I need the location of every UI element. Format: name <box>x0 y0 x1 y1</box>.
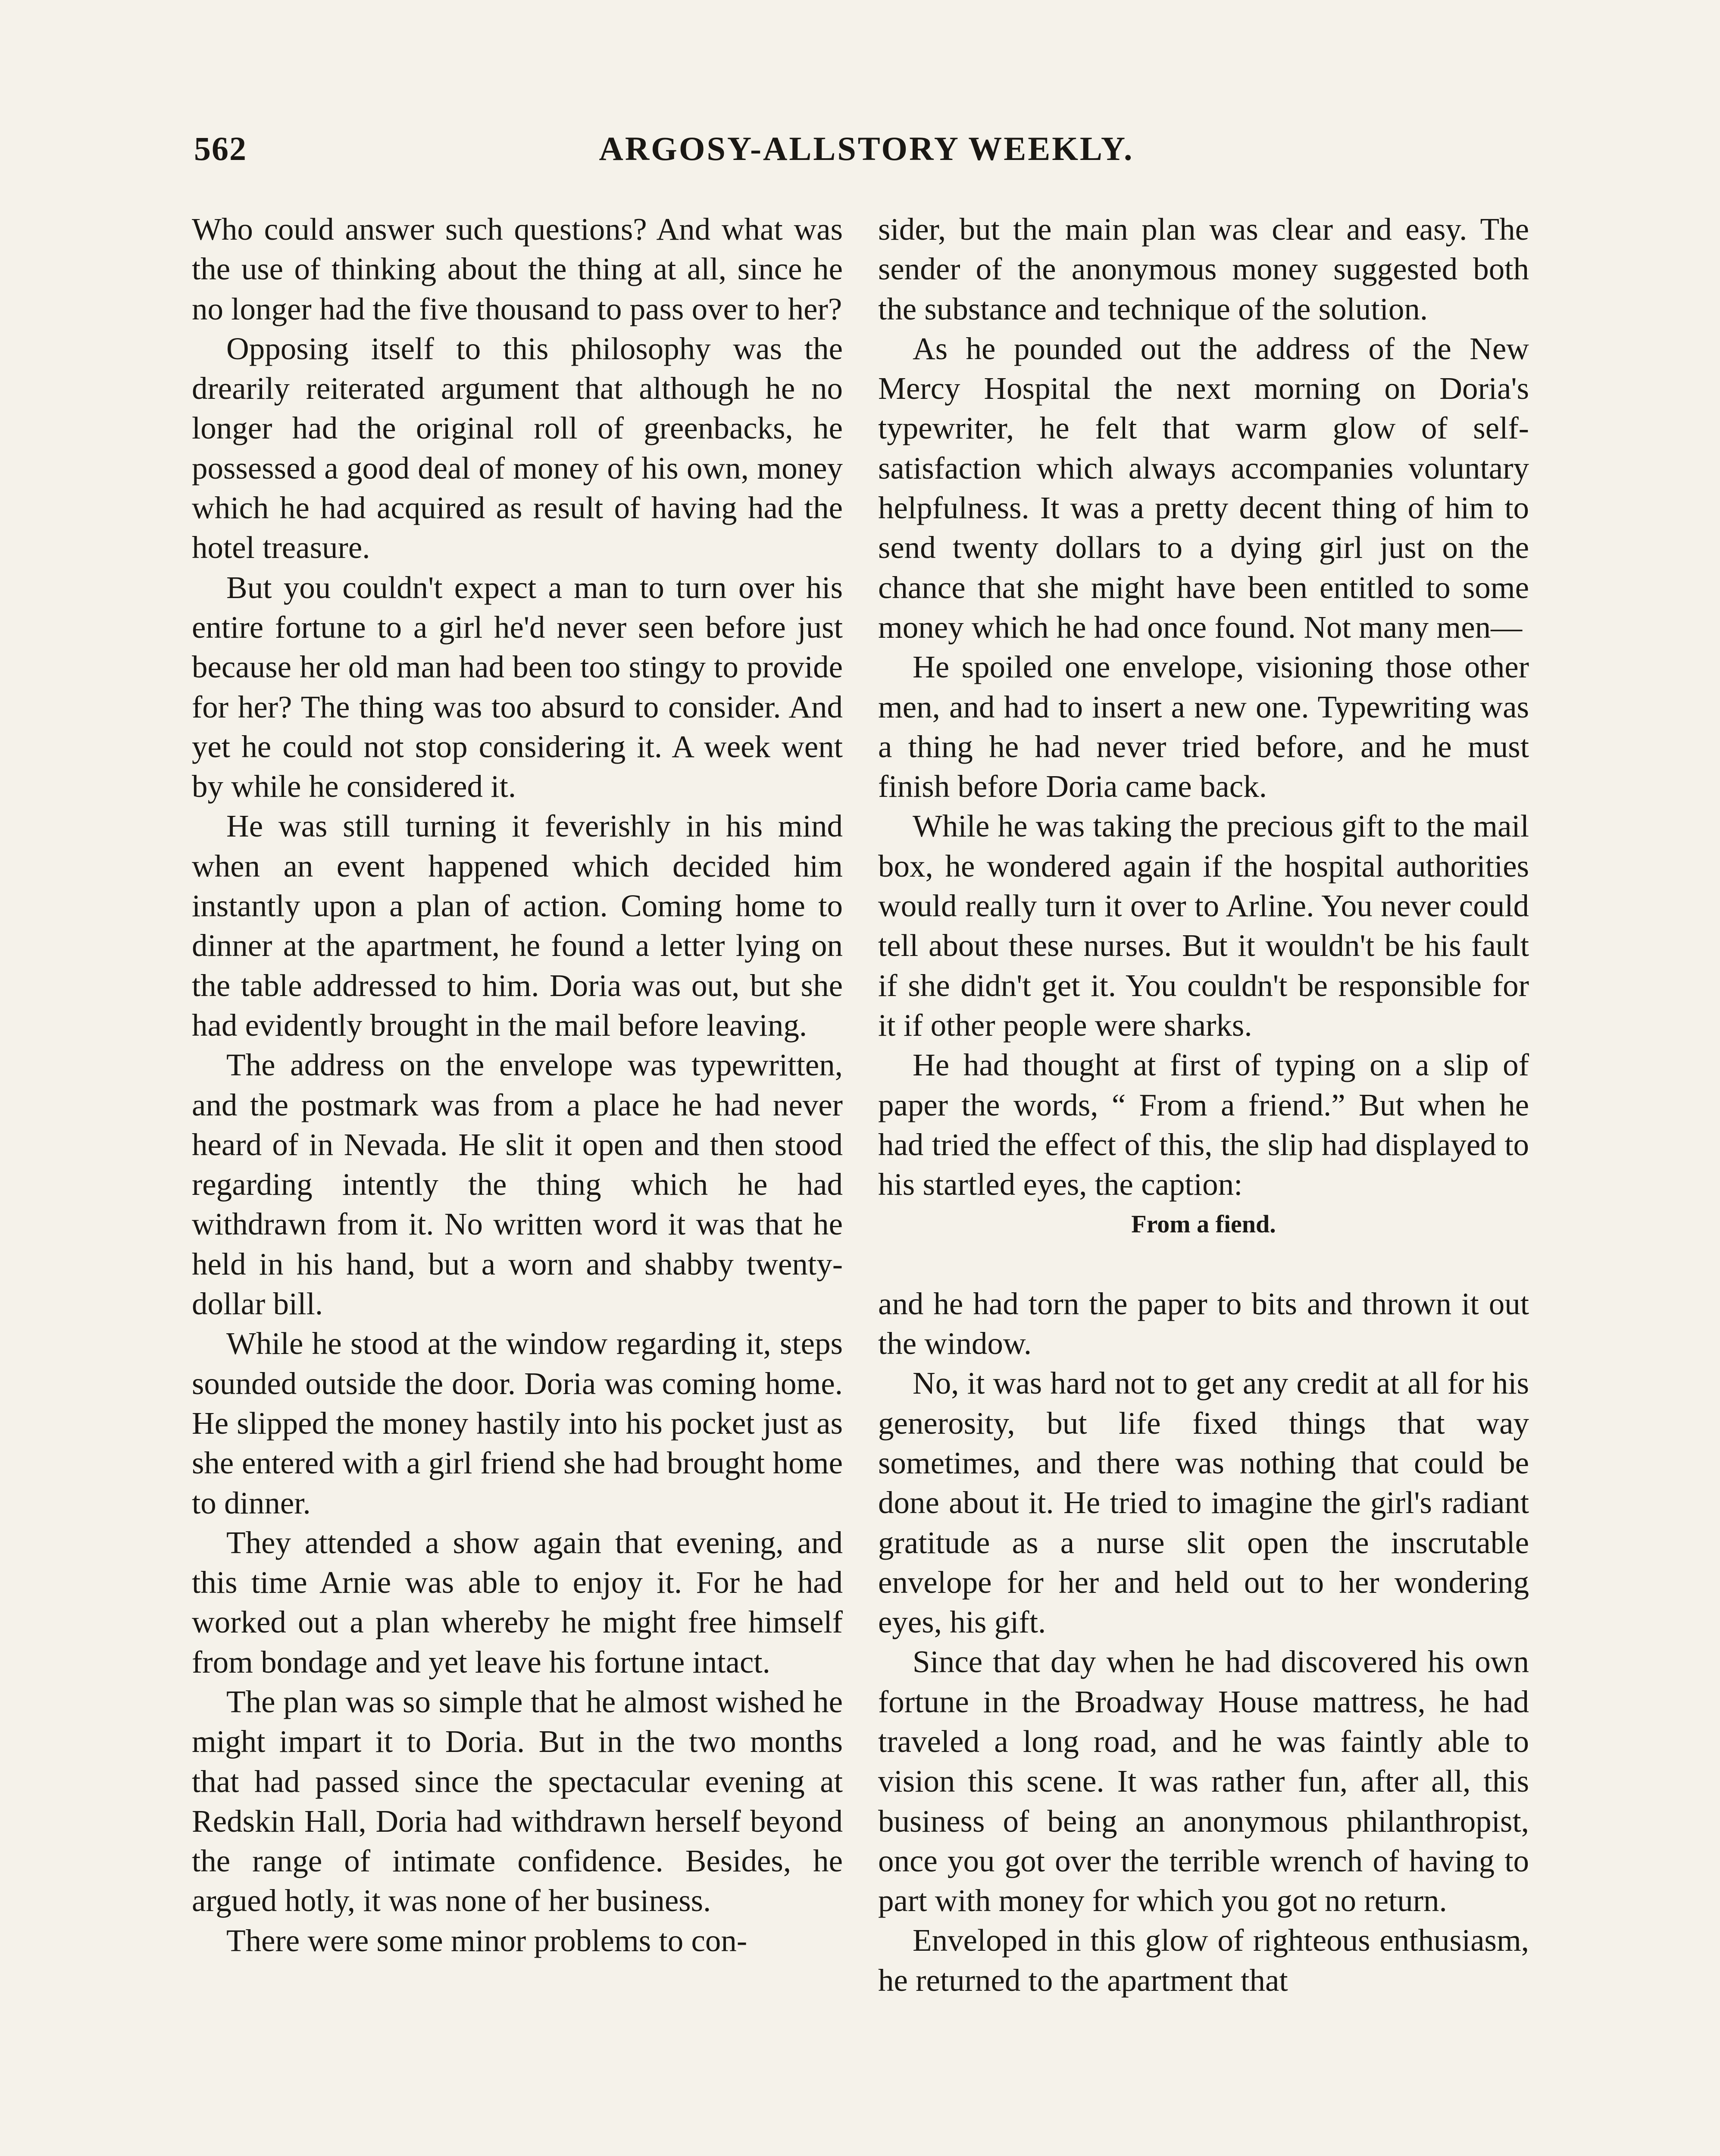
paragraph: There were some minor problems to con- <box>226 1923 747 1958</box>
paragraph: They attended a show again that evening, and this time Arnie was able to enjoy it. For he had worked out a plan whereby he might free himself from bondage and yet leave his fortune intact. <box>192 1525 843 1680</box>
right-column <box>878 210 1529 2000</box>
paragraph: But you couldn't expect a man to turn over his entire fortune to a girl he'd never seen before just because her old man had been too stingy to provide for her? The thing was too absurd to consider. And yet he could not stop considering it. A week went by while he considered it. <box>192 570 843 804</box>
paragraph: He was still turning it feverishly in his mind when an event happened which decided him instantly upon a plan of action. Coming home to dinner at the apartment, he found a letter lying on the table addressed to him. Doria was out, but she had evidently brought in the mail before leaving. <box>192 808 843 1043</box>
paragraph: The plan was so simple that he almost wished he might impart it to Doria. But in the two months that had passed since the spectacular evening at Redskin Hall, Doria had withdrawn herself beyond the range of intimate confidence. Besides, he argued hotly, it was none of her business. <box>192 1684 843 1918</box>
paragraph: He spoiled one envelope, visioning those other men, and had to insert a new one. Typewriting was a thing he had never tried before, and he must finish before Doria came back. <box>878 649 1529 804</box>
paragraph: Enveloped in this glow of righteous enthusiasm, he returned to the apartment that <box>878 1923 1529 1998</box>
paragraph: He had thought at first of typing on a slip of paper the words, “ From a friend.” But when he had tried the effect of this, the slip had displayed to his startled eyes, the caption: <box>878 1047 1529 1202</box>
paragraph: The address on the envelope was typewritten, and the postmark was from a place he had never heard of in Nevada. He slit it open and then stood regarding intently the thing which he had withdrawn from it. No written word it was that he held in his hand, but a worn and shabby twenty-dollar bill. <box>192 1047 843 1322</box>
paragraph: Since that day when he had discovered his own fortune in the Broadway House mattress, he had traveled a long road, and he was faintly able to vision this scene. It was rather fun, after all, this business of being an anonymous philanthropist, once you got over the terrible wrench of having to part with money for which you got no return. <box>878 1644 1529 1918</box>
paragraph: sider, but the main plan was clear and easy. The sender of the anonymous money suggested both the substance and technique of the solution. <box>878 212 1529 326</box>
page-header <box>194 129 1539 177</box>
paragraph: While he was taking the precious gift to the mail box, he wondered again if the hospital authorities would really turn it over to Arline. You never could tell about these nurses. But it wouldn't be his fault if she didn't get it. You couldn't be responsible for it if other people were sharks. <box>878 808 1529 1043</box>
paragraph: and he had torn the paper to bits and thrown it out the window. <box>878 1286 1529 1361</box>
inset-caption: From a fiend. <box>1131 1210 1276 1238</box>
running-head: ARGOSY-ALLSTORY WEEKLY. <box>599 130 1134 167</box>
paragraph: As he pounded out the address of the New Mercy Hospital the next morning on Doria's typewriter, he felt that warm glow of self-satisfaction which always accompanies voluntary helpfulness. It was a pretty decent thing of him to send twenty dollars to a dying girl just on the chance that she might have been entitled to some money which he had once found. Not many men— <box>878 331 1529 645</box>
page-number: 562 <box>194 130 247 167</box>
paragraph: Who could answer such questions? And what was the use of thinking about the thing at all, since he no longer had the five thousand to pass over to her? <box>192 212 843 326</box>
paragraph: Opposing itself to this philosophy was the drearily reiterated argument that although he no longer had the original roll of greenbacks, he possessed a good deal of money of his own, money which he had acquired as result of having had the hotel treasure. <box>192 331 843 565</box>
paragraph: No, it was hard not to get any credit at all for his generosity, but life fixed things that way sometimes, and there was nothing that could be done about it. He tried to imagine the girl's radiant gratitude as a nurse slit open the inscrutable envelope for her and held out to her wondering eyes, his gift. <box>878 1366 1529 1640</box>
paragraph: While he stood at the window regarding it, steps sounded outside the door. Doria was coming home. He slipped the money hastily into his pocket just as she entered with a girl friend she had brought home to dinner. <box>192 1326 843 1520</box>
left-column <box>192 210 843 1961</box>
